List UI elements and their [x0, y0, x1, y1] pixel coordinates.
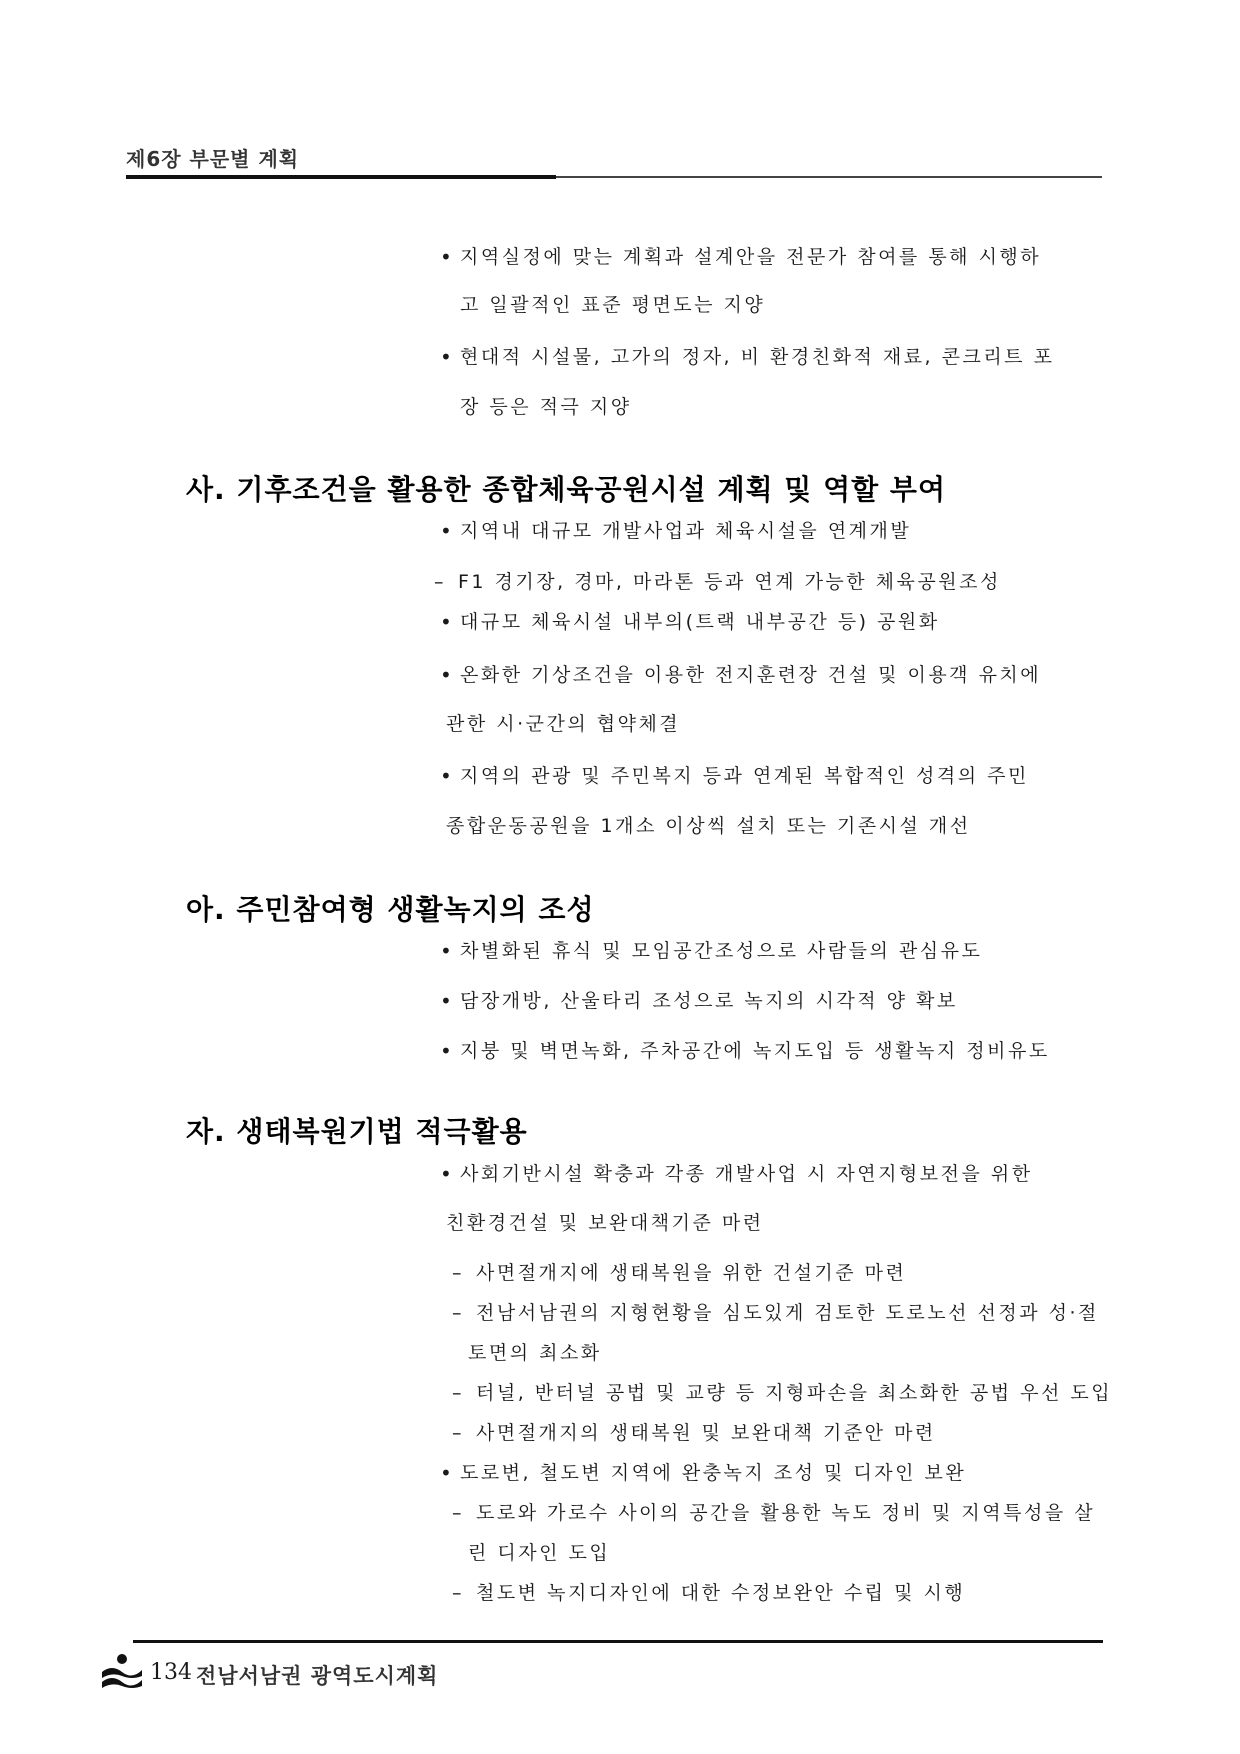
item-text: 대규모 체육시설 내부의(트랙 내부공간 등) 공원화: [460, 611, 940, 633]
bullet-item: [460, 765, 1029, 787]
item-text: F1 경기장, 경마, 마라톤 등과 연계 가능한 체육공원조성: [458, 571, 1001, 593]
item-text: 고 일괄적인 표준 평면도는 지양: [460, 294, 766, 316]
item-text: 철도변 녹지디자인에 대한 수정보완안 수립 및 시행: [476, 1582, 966, 1604]
dash-item: [452, 1262, 907, 1284]
dash-marker: –: [452, 1382, 464, 1404]
item-text: 장 등은 적극 지양: [460, 396, 632, 418]
footer-rule: [133, 1640, 1103, 1643]
header-rule-thin: [556, 176, 1102, 178]
bullet-item: [460, 520, 911, 542]
dash-marker: –: [452, 1582, 464, 1604]
page-number: 134: [150, 1660, 192, 1685]
continuation-line: [460, 294, 765, 316]
bullet-item: [460, 990, 958, 1012]
continuation-line: [460, 396, 632, 418]
dash-item: [434, 571, 1001, 593]
item-text: 차별화된 휴식 및 모임공간조성으로 사람들의 관심유도: [460, 940, 983, 962]
item-text: 지역의 관광 및 주민복지 등과 연계된 복합적인 성격의 주민: [460, 765, 1029, 787]
continuation-line: [468, 1542, 610, 1564]
chapter-title: 제6장 부문별 계획: [126, 147, 300, 171]
dash-item: [452, 1582, 966, 1604]
continuation-line: [446, 713, 680, 735]
bullet-item: [460, 1462, 966, 1484]
item-text: 친환경건설 및 보완대책기준 마련: [446, 1212, 764, 1234]
item-text: 지역실정에 맞는 계획과 설계안을 전문가 참여를 통해 시행하: [460, 246, 1042, 268]
item-text: 관한 시·군간의 협약체결: [446, 713, 681, 735]
dash-item: [452, 1382, 1113, 1404]
wave-logo-icon: [100, 1652, 145, 1692]
section-heading: 아. 주민참여형 생활녹지의 조성: [186, 893, 595, 926]
item-text: 사면절개지에 생태복원을 위한 건설기준 마련: [476, 1262, 907, 1284]
header-rule-thick: [126, 175, 556, 179]
item-text: 지역내 대규모 개발사업과 체육시설을 연계개발: [460, 520, 912, 542]
item-text: 현대적 시설물, 고가의 정자, 비 환경친화적 재료, 콘크리트 포: [460, 346, 1055, 368]
dash-marker: –: [452, 1262, 464, 1284]
item-text: 터널, 반터널 공법 및 교량 등 지형파손을 최소화한 공법 우선 도입: [476, 1382, 1113, 1404]
dash-item: [452, 1502, 1096, 1524]
continuation-line: [446, 815, 971, 837]
continuation-line: [468, 1342, 602, 1364]
continuation-line: [446, 1212, 764, 1234]
bullet-item: [460, 1163, 1033, 1185]
item-text: 도로와 가로수 사이의 공간을 활용한 녹도 정비 및 지역특성을 살: [476, 1502, 1096, 1524]
item-text: 전남서남권의 지형현황을 심도있게 검토한 도로노선 선정과 성·절: [476, 1302, 1099, 1324]
dash-marker: –: [452, 1422, 464, 1444]
item-text: 온화한 기상조건을 이용한 전지훈련장 건설 및 이용객 유치에: [460, 664, 1042, 686]
dash-marker: –: [434, 571, 446, 593]
bullet-item: [460, 664, 1041, 686]
item-text: 지붕 및 벽면녹화, 주차공간에 녹지도입 등 생활녹지 정비유도: [460, 1040, 1050, 1062]
bullet-item: [460, 611, 940, 633]
book-title: 전남서남권 광역도시계획: [196, 1664, 439, 1688]
item-text: 종합운동공원을 1개소 이상씩 설치 또는 기존시설 개선: [446, 815, 971, 837]
item-text: 사면절개지의 생태복원 및 보완대책 기준안 마련: [476, 1422, 936, 1444]
bullet-item: [460, 246, 1041, 268]
bullet-item: [460, 346, 1054, 368]
bullet-item: [460, 1040, 1050, 1062]
item-text: 토면의 최소화: [468, 1342, 602, 1364]
section-heading: 사. 기후조건을 활용한 종합체육공원시설 계획 및 역할 부여: [186, 473, 947, 506]
item-text: 담장개방, 산울타리 조성으로 녹지의 시각적 양 확보: [460, 990, 958, 1012]
bullet-item: [460, 940, 982, 962]
dash-item: [452, 1302, 1099, 1324]
section-heading: 자. 생태복원기법 적극활용: [186, 1115, 528, 1148]
item-text: 린 디자인 도입: [468, 1542, 611, 1564]
dash-marker: –: [452, 1502, 464, 1524]
item-text: 도로변, 철도변 지역에 완충녹지 조성 및 디자인 보완: [460, 1462, 967, 1484]
dash-item: [452, 1422, 936, 1444]
dash-marker: –: [452, 1302, 464, 1324]
item-text: 사회기반시설 확충과 각종 개발사업 시 자연지형보전을 위한: [460, 1163, 1033, 1185]
